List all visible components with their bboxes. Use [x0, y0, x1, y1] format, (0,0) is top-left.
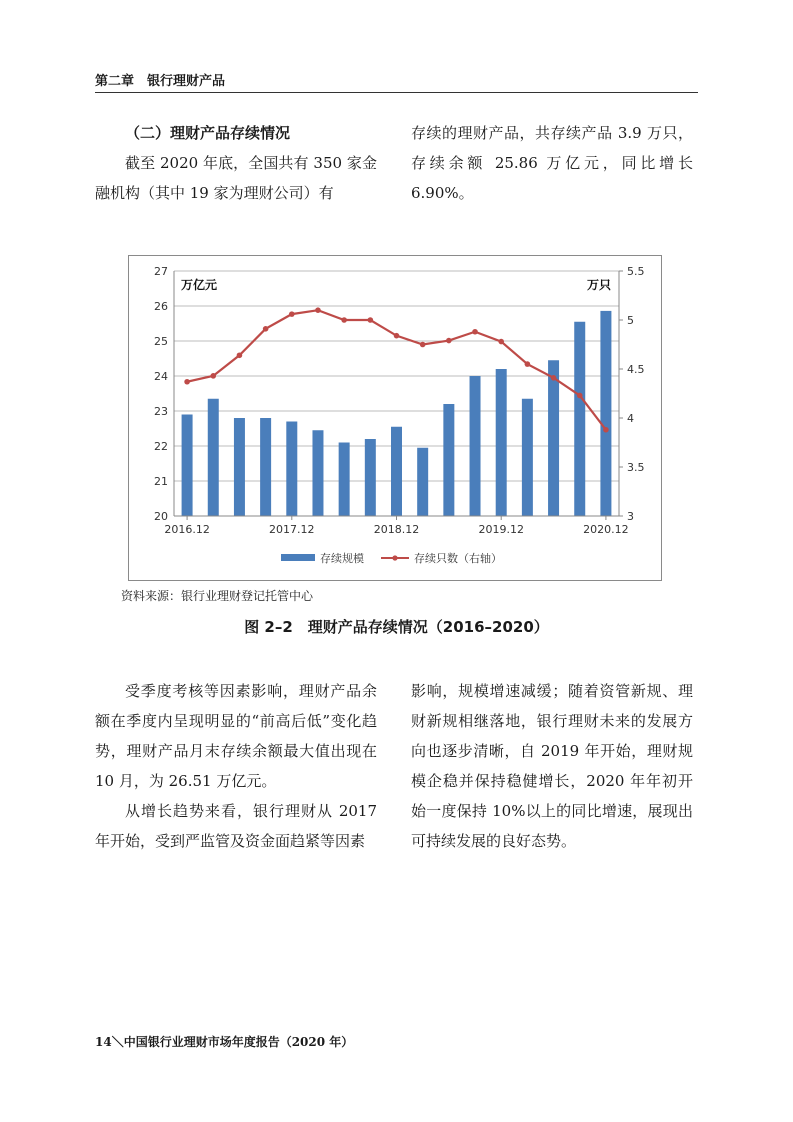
x-tick-label: 2020.12	[583, 523, 629, 536]
line-point	[472, 329, 478, 335]
line-path	[187, 310, 606, 430]
bar-mark	[339, 443, 350, 517]
bar-mark	[574, 322, 585, 516]
y-left-tick-label: 21	[154, 475, 168, 488]
chapter-header: 第二章 银行理财产品	[95, 74, 226, 89]
y-left-tick-label: 24	[154, 370, 168, 383]
x-tick-label: 2016.12	[164, 523, 210, 536]
line-point	[237, 352, 243, 358]
legend-bar-swatch	[281, 554, 315, 561]
intro-right-column	[411, 118, 693, 208]
bar-mark	[182, 415, 193, 517]
y-left-tick-label: 25	[154, 335, 168, 348]
chart-source-note: 资料来源：银行业理财登记托管中心	[121, 589, 314, 603]
line-point	[368, 317, 374, 323]
bar-mark	[600, 311, 611, 516]
line-point	[603, 427, 609, 433]
y-right-tick-label: 3.5	[627, 461, 645, 474]
bar-mark	[312, 430, 323, 516]
line-point	[577, 393, 583, 399]
bar-mark	[443, 404, 454, 516]
body-paragraph-3: 影响，规模增速减缓；随着资管新规、理财新规相继落地，银行理财未来的发展方向也逐步清晰，自 2019 年开始，理财规模企稳并保持稳健增长，2020 年年初开始一度保持 10%以上的同比增速，展现出可持续发展的良好态势。	[411, 682, 693, 850]
line-point	[420, 342, 426, 348]
body-paragraph-2: 从增长趋势来看，银行理财从 2017 年开始，受到严监管及资金面趋紧等因素	[95, 802, 377, 850]
left-axis-unit: 万亿元	[181, 278, 218, 292]
y-left-tick-label: 20	[154, 510, 168, 523]
body-paragraph-1: 受季度考核等因素影响，理财产品余额在季度内呈现明显的“前高后低”变化趋势，理财产品月末存续余额最大值出现在 10 月，为 26.51 万亿元。	[95, 682, 377, 790]
bar-mark	[286, 422, 297, 517]
intro-paragraph-right: 存续的理财产品，共存续产品 3.9 万只，存续余额 25.86 万亿元，同比增长 6.90%。	[411, 124, 693, 202]
body-left-column	[95, 676, 377, 856]
line-point	[263, 326, 269, 332]
x-tick-label: 2018.12	[373, 523, 420, 536]
y-left-tick-label: 22	[154, 440, 168, 453]
intro-left-column	[95, 118, 377, 208]
bar-mark	[522, 399, 533, 516]
line-series	[184, 307, 608, 432]
y-left-tick-label: 23	[154, 405, 168, 418]
bar-mark	[548, 360, 559, 516]
body-right-column	[411, 676, 693, 856]
line-point	[446, 338, 452, 344]
line-point	[525, 361, 531, 367]
x-tick-label: 2017.12	[269, 523, 315, 536]
line-point	[289, 311, 295, 317]
y-right-tick-label: 5.5	[627, 265, 645, 278]
bar-mark	[234, 418, 245, 516]
y-right-tick-label: 5	[627, 314, 634, 327]
line-point	[498, 339, 504, 345]
line-point	[315, 307, 321, 313]
header-divider	[95, 92, 698, 93]
chart-legend	[281, 551, 502, 565]
line-point	[551, 375, 557, 381]
bar-mark	[391, 427, 402, 516]
legend-line-marker	[392, 555, 397, 560]
y-left-tick-label: 27	[154, 265, 168, 278]
bar-mark	[496, 369, 507, 516]
y-right-tick-label: 3	[627, 510, 634, 523]
legend-label-count: 存续只数（右轴）	[414, 552, 502, 565]
bar-mark	[417, 448, 428, 516]
y-left-tick-label: 26	[154, 300, 168, 313]
legend-label-scale: 存续规模	[320, 552, 364, 565]
line-point	[184, 379, 190, 385]
bar-mark	[208, 399, 219, 516]
line-point	[210, 373, 216, 379]
bar-mark	[365, 439, 376, 516]
x-tick-label: 2019.12	[478, 523, 524, 536]
figure-caption: 图 2–2 理财产品存续情况（2016–2020）	[244, 618, 549, 636]
existing-products-chart	[129, 256, 661, 580]
bar-mark	[260, 418, 271, 516]
line-point	[341, 317, 347, 323]
chart-frame	[128, 255, 662, 581]
y-right-tick-label: 4	[627, 412, 634, 425]
y-right-tick-label: 4.5	[627, 363, 645, 376]
intro-paragraph-left: 截至 2020 年底，全国共有 350 家金融机构（其中 19 家为理财公司）有	[95, 154, 377, 202]
right-axis-unit: 万只	[586, 278, 611, 292]
bar-mark	[470, 376, 481, 516]
page-footer: 14＼中国银行业理财市场年度报告（2020 年）	[95, 1035, 354, 1049]
section-title: （二）理财产品存续情况	[125, 124, 291, 142]
bar-series	[182, 311, 612, 516]
line-point	[394, 333, 400, 339]
